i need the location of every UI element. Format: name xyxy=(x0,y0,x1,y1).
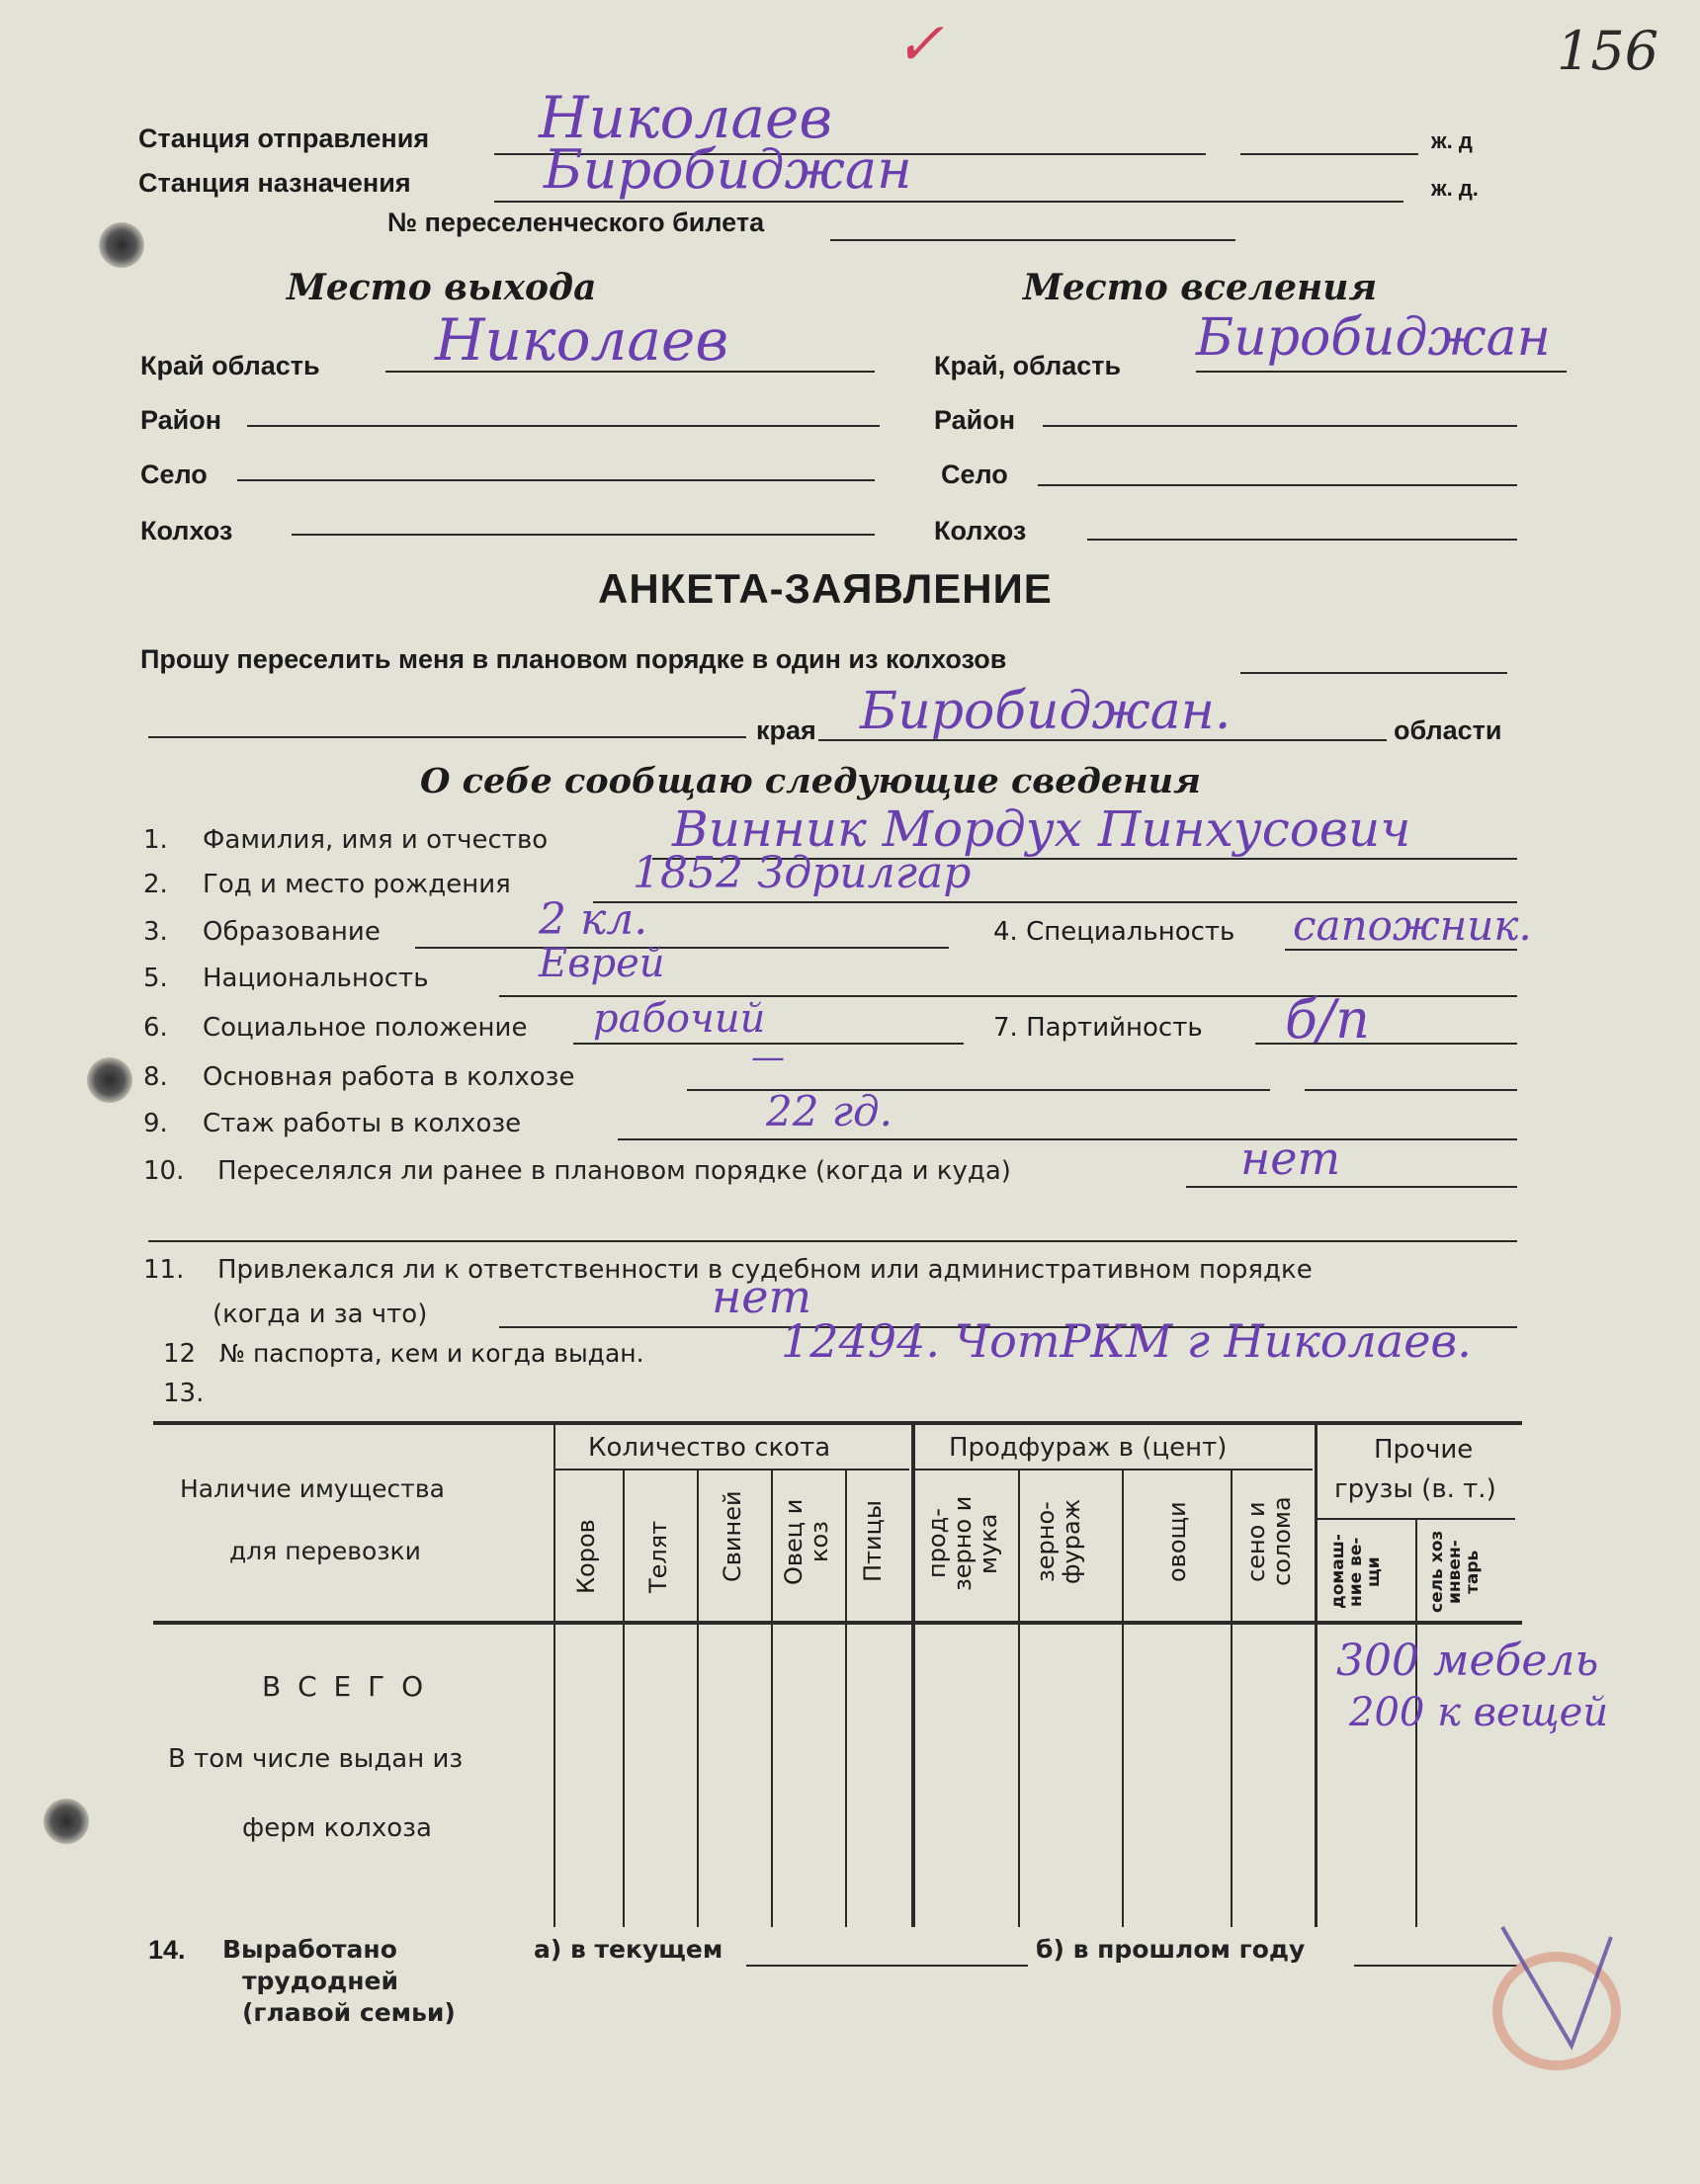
specialty-label: 4. Специальность xyxy=(993,917,1235,947)
settlement-district-label: Район xyxy=(934,405,1016,435)
origin-kolkhoz-label: Колхоз xyxy=(140,516,233,546)
info-heading: О себе сообщаю следующие сведения xyxy=(420,761,1201,801)
punch-hole xyxy=(43,1799,89,1844)
settlement-kolkhoz-label: Колхоз xyxy=(934,516,1027,546)
stamp-mark xyxy=(1483,1917,1631,2085)
column-header: Птицы xyxy=(859,1500,887,1583)
column-header: домаш-ние ве-щи xyxy=(1328,1534,1384,1610)
workdays-label: трудодней xyxy=(242,1967,398,1995)
field-number: 3. xyxy=(143,917,168,947)
page-number: 156 xyxy=(1557,20,1659,82)
workdays-label: Выработано xyxy=(222,1935,397,1964)
ticket-label: № переселенческого билета xyxy=(387,208,765,237)
education-label: Образование xyxy=(203,917,381,947)
settlement-heading: Место вселения xyxy=(1023,267,1378,308)
field-number: 5. xyxy=(143,964,168,993)
table-row-header: Наличие имущества xyxy=(180,1474,445,1503)
destination-label: Станция назначения xyxy=(138,168,411,198)
handwritten-entry: 300 мебель xyxy=(1336,1636,1599,1686)
seniority-value: 22 гд. xyxy=(766,1087,892,1135)
field-number: 2. xyxy=(143,870,168,899)
field-number: 8. xyxy=(143,1062,168,1092)
table-row-header: для перевозки xyxy=(229,1537,421,1565)
origin-village-label: Село xyxy=(140,460,208,489)
birth-label: Год и место рождения xyxy=(203,870,511,899)
seniority-label: Стаж работы в колхозе xyxy=(203,1109,522,1138)
prosecuted-label: Привлекался ли к ответственности в судебном или административном порядке xyxy=(217,1255,1313,1285)
column-header: Телят xyxy=(644,1520,672,1593)
departure-value: Николаев xyxy=(539,84,833,151)
column-header: зерно-фураж xyxy=(1032,1498,1085,1585)
column-header: сено и солома xyxy=(1242,1496,1296,1587)
passport-label: № паспорта, кем и когда выдан. xyxy=(219,1339,644,1368)
oblast-label: области xyxy=(1394,715,1502,745)
column-header: Свиней xyxy=(719,1490,746,1583)
column-header: Овец и коз xyxy=(780,1498,833,1585)
work-label: Основная работа в колхозе xyxy=(203,1062,575,1092)
destination-value: Биробиджан xyxy=(544,138,912,201)
origin-region-value: Николаев xyxy=(435,306,729,374)
krai-value: Биробиджан. xyxy=(860,682,1232,741)
other-group-header: Прочие xyxy=(1374,1435,1474,1465)
work-value: — xyxy=(751,1038,785,1077)
field-number: 12 xyxy=(163,1339,197,1369)
party-value: б/п xyxy=(1285,988,1370,1050)
punch-hole xyxy=(87,1057,132,1103)
name-value: Винник Мордух Пинхусович xyxy=(672,800,1411,858)
livestock-group-header: Количество скота xyxy=(588,1433,831,1463)
prosecuted-value: нет xyxy=(712,1270,812,1323)
prosecuted-label-2: (когда и за что) xyxy=(212,1300,428,1329)
check-mark: ✓ xyxy=(894,10,945,79)
other-group-header: грузы (в. т.) xyxy=(1334,1474,1496,1504)
passport-value: 12494. ЧотРКМ г Николаев. xyxy=(781,1314,1472,1368)
column-header: овощи xyxy=(1163,1501,1191,1582)
column-header: Коров xyxy=(572,1519,600,1594)
rail-suffix: ж. д. xyxy=(1431,176,1479,201)
origin-heading: Место выхода xyxy=(287,267,597,308)
fodder-group-header: Продфураж в (цент) xyxy=(949,1433,1228,1463)
field-number: 6. xyxy=(143,1013,168,1043)
rail-suffix: ж. д xyxy=(1431,128,1473,153)
handwritten-entry: 200 к вещей xyxy=(1349,1690,1609,1735)
origin-district-label: Район xyxy=(140,405,222,435)
specialty-value: сапожник. xyxy=(1293,901,1532,950)
party-label: 7. Партийность xyxy=(993,1013,1203,1043)
field-number: 11. xyxy=(143,1255,185,1285)
origin-region-label: Край область xyxy=(140,351,320,380)
krai-label: края xyxy=(756,715,816,745)
social-label: Социальное положение xyxy=(203,1013,528,1043)
relocated-label: Переселялся ли ранее в плановом порядке (когда и куда) xyxy=(217,1156,1011,1186)
past-year-label: б) в прошлом году xyxy=(1036,1935,1306,1964)
field-number: 14. xyxy=(148,1935,186,1965)
settlement-village-label: Село xyxy=(941,460,1008,489)
education-value: 2 кл. xyxy=(539,894,648,945)
included-label-2: ферм колхоза xyxy=(242,1813,432,1843)
birth-value: 1852 Здрилгар xyxy=(633,848,972,898)
settlement-region-label: Край, область xyxy=(934,351,1122,380)
workdays-label: (главой семьи) xyxy=(242,1998,456,2027)
relocated-value: нет xyxy=(1240,1132,1341,1185)
departure-label: Станция отправления xyxy=(138,124,430,153)
total-label: В С Е Г О xyxy=(262,1670,428,1703)
column-header: сель хоз инвен-тарь xyxy=(1427,1530,1483,1614)
column-header: прод-зерно и мука xyxy=(923,1495,1002,1592)
settlement-region-value: Биробиджан xyxy=(1196,308,1551,368)
included-label: В том числе выдан из xyxy=(168,1744,464,1774)
field-number: 10. xyxy=(143,1156,185,1186)
field-number: 1. xyxy=(143,825,168,855)
field-number: 9. xyxy=(143,1109,168,1138)
punch-hole xyxy=(99,222,144,268)
name-label: Фамилия, имя и отчество xyxy=(203,825,549,855)
nationality-value: Еврей xyxy=(539,941,665,986)
form-title: АНКЕТА-ЗАЯВЛЕНИЕ xyxy=(598,565,1053,612)
field-number: 13. xyxy=(163,1379,205,1408)
nationality-label: Национальность xyxy=(203,964,429,993)
social-value: рабочий xyxy=(593,996,766,1042)
request-text: Прошу переселить меня в плановом порядке в один из колхозов xyxy=(140,644,1007,674)
current-year-label: а) в текущем xyxy=(534,1935,723,1964)
